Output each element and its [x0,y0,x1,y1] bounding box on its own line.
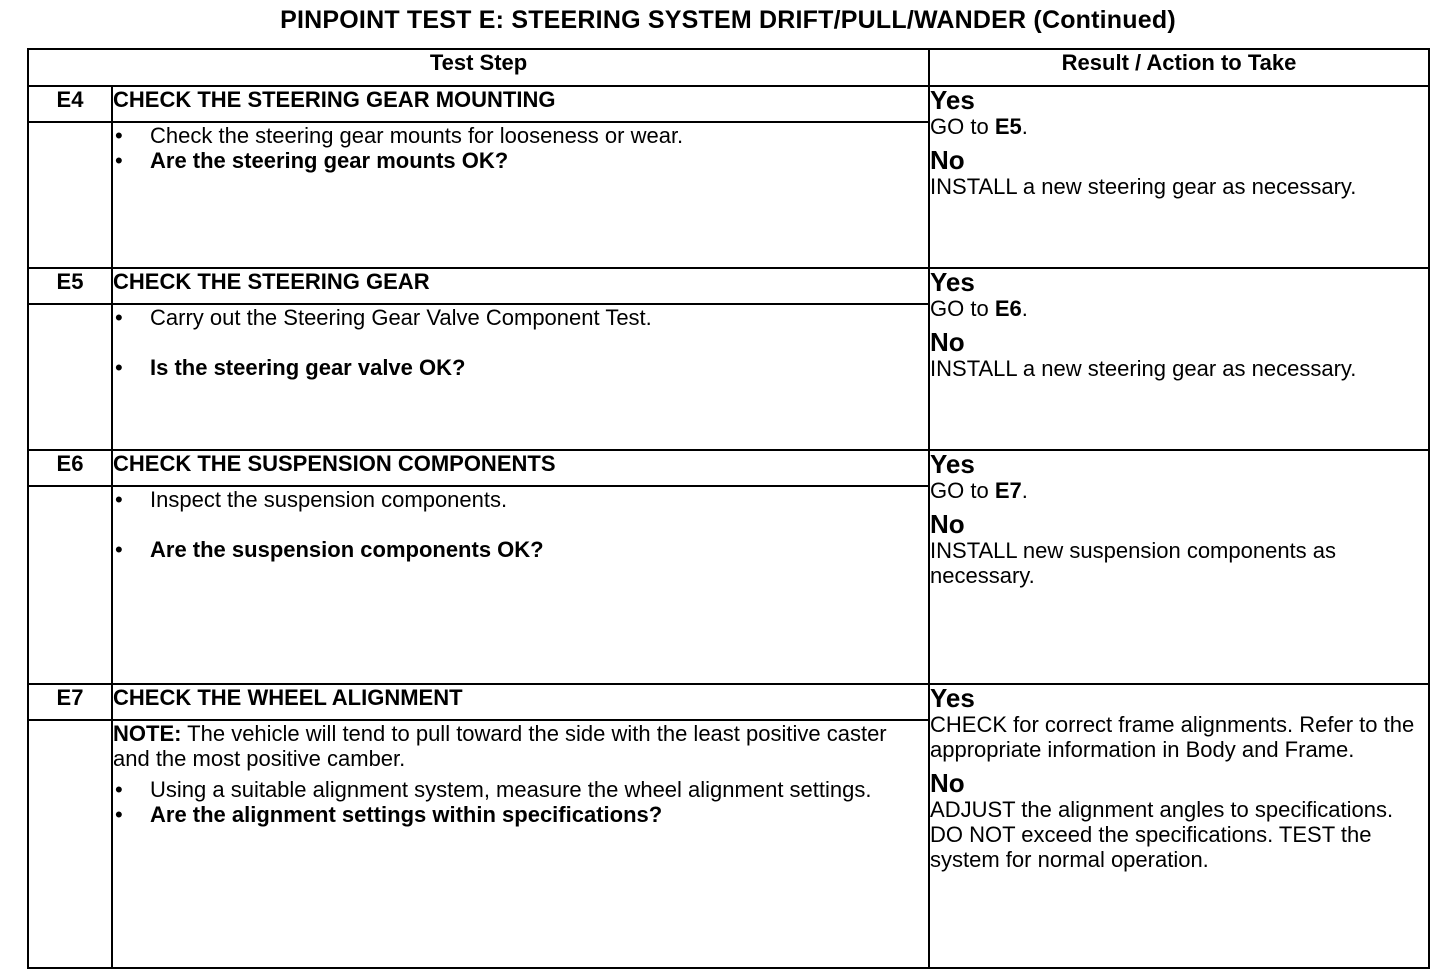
yes-text: GO to [930,114,995,139]
step-id-spacer [28,720,112,968]
pinpoint-test-table [27,48,1430,969]
yes-target: E7 [994,478,1022,503]
yes-label: Yes [930,683,975,713]
yes-action [930,296,1428,321]
yes-target: E5 [994,114,1022,139]
step-id: E5 [28,268,112,304]
yes-text: GO to [930,478,995,503]
table-header-row [28,49,1429,86]
step-title: CHECK THE WHEEL ALIGNMENT [112,684,929,720]
no-label: No [930,768,965,798]
no-action: INSTALL a new steering gear as necessary. [930,174,1357,199]
bullet-item: • Carry out the Steering Gear Valve Component Test. [113,305,928,330]
bullet-question: • Are the alignment settings within specifications? [113,802,928,827]
bullet-item: • Using a suitable alignment system, measure the wheel alignment settings. [113,777,928,802]
step-e4-result [929,86,1429,268]
bullet-question: • Is the steering gear valve OK? [113,355,928,380]
bullet-question: • Are the suspension components OK? [113,537,928,562]
bullet-question: • Are the steering gear mounts OK? [113,148,928,173]
step-e5-title-row [28,268,1429,304]
step-title: CHECK THE STEERING GEAR [112,268,929,304]
no-action: INSTALL a new steering gear as necessary. [930,356,1357,381]
yes-target: E6 [994,296,1022,321]
header-test-step: Test Step [28,49,929,86]
note-label: NOTE: [113,721,182,746]
no-action: ADJUST the alignment angles to specifications. DO NOT exceed the specifications. TEST the system for normal operation. [930,797,1394,872]
page-title: PINPOINT TEST E: STEERING SYSTEM DRIFT/PULL/WANDER (Continued) [280,6,1176,34]
step-bullets [113,123,928,173]
no-label: No [930,145,965,175]
yes-suffix: . [1021,478,1028,503]
yes-action: CHECK for correct frame alignments. Refer to the appropriate information in Body and Frame. [930,712,1415,762]
yes-suffix: . [1021,114,1028,139]
yes-text: GO to [930,296,995,321]
yes-label: Yes [930,267,975,297]
step-bullets [113,487,928,562]
step-body [112,304,929,450]
step-title: CHECK THE SUSPENSION COMPONENTS [112,450,929,486]
step-body [112,122,929,268]
yes-label: Yes [930,85,975,115]
step-bullets [113,777,928,827]
no-action: INSTALL new suspension components as necessary. [930,538,1337,588]
note [113,721,928,771]
no-label: No [930,327,965,357]
yes-action [930,478,1428,503]
step-id: E7 [28,684,112,720]
step-id: E4 [28,86,112,122]
step-title: CHECK THE STEERING GEAR MOUNTING [112,86,929,122]
step-bullets [113,305,928,380]
step-body [112,486,929,684]
bullet-item: • Inspect the suspension components. [113,487,928,512]
bullet-item: • Check the steering gear mounts for looseness or wear. [113,123,928,148]
step-id: E6 [28,450,112,486]
step-e7-result [929,684,1429,968]
step-id-spacer [28,122,112,268]
note-text: The vehicle will tend to pull toward the side with the least positive caster and the most positive camber. [113,721,887,771]
step-e6-result [929,450,1429,684]
step-e7-title-row [28,684,1429,720]
step-id-spacer [28,486,112,684]
step-e6-title-row [28,450,1429,486]
step-id-spacer [28,304,112,450]
step-e5-result [929,268,1429,450]
yes-suffix: . [1021,296,1028,321]
yes-label: Yes [930,449,975,479]
step-e4-title-row [28,86,1429,122]
step-body [112,720,929,968]
header-result: Result / Action to Take [929,49,1429,86]
no-label: No [930,509,965,539]
yes-action [930,114,1428,139]
